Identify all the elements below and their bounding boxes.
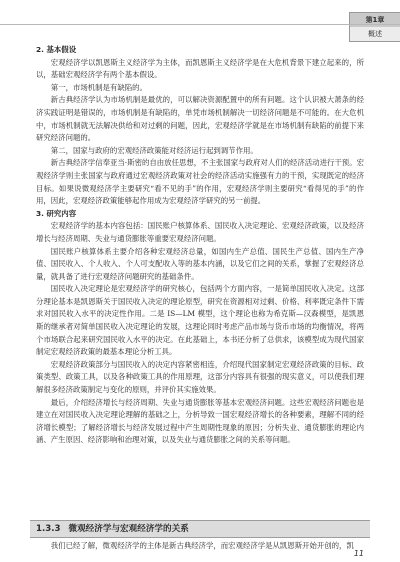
page-number: 11 <box>353 549 364 558</box>
section-number: 1.3.3 <box>36 524 61 534</box>
paragraph: 宏观经济政策部分与国民收入的决定内容紧密相连，介绍现代国家制定宏观经济政策的目标、政策类型、政策工具，以及各种政策工具的作用原理，这部分内容具有很强的现实意义，可以使我们理解很多经济政策制定与变化的原则，并评价其实施效果。 <box>36 359 364 395</box>
section-title-content: 3. 研究内容 <box>36 208 77 218</box>
section-heading-bar <box>30 520 370 538</box>
chapter-tab <box>349 12 400 42</box>
paragraph: 最后，介绍经济增长与经济周期、失业与通货膨胀等基本宏观经济问题。这些宏观经济问题也是建立在对国民收入决定理论理解的基础之上，分析导致一国宏观经济增长的各种要素，理解不同的经济增长模型；了解经济增长与经济发展过程中产生周期性现象的原因；分析失业、通货膨胀的理论内涵、产生原因、经济影响和治理对策，以及失业与通货膨胀之间的关系等问题。 <box>36 397 364 445</box>
paragraph: 第一，市场机制是有缺陷的。 <box>50 82 147 92</box>
section-heading: 微观经济学与宏观经济学的关系 <box>68 524 189 534</box>
closing-paragraph: 我们已经了解，微观经济学的主体是新古典经济学，而宏观经济学是从凯恩斯开始开创的，凯 <box>50 541 354 550</box>
chapter-subtitle: 概述 <box>350 27 400 41</box>
chapter-label: 第1章 <box>350 13 400 27</box>
paragraph: 国民账户核算体系主要介绍各种宏观经济总量，如国内生产总值、国民生产总值、国内生产净值、国民收入、个人收入、个人可支配收入等的基本内涵，以及它们之间的关系，掌握了宏观经济总量，就具备了进行宏观经济问题研究的基础条件。 <box>36 246 364 281</box>
paragraph: 第二，国家与政府的宏观经济政策能对经济运行起到调节作用。 <box>50 145 258 155</box>
paragraph: 新古典经济学信奉亚当·斯密的自由放任思想，不主张国家与政府对人们的经济活动进行干预。宏观经济学则主张国家与政府通过宏观经济政策对社会的经济活动实施强有力的干预，实现既定的经济目标。如果说微观经济学主要研究“看不见的手”的作用，宏观经济学则主要研究“看得见的手”的作用，因此，宏观经济政策能够起作用成为宏观经济学研究的另一前提。 <box>36 158 364 206</box>
main-content <box>36 44 364 447</box>
header-rule <box>0 24 400 25</box>
paragraph: 国民收入决定理论是宏观经济学的研究核心，包括两个方面内容，一是简单国民收入决定。这部分理论基本是凯恩斯关于国民收入决定的理论原型，研究在资源相对过剩、价格、利率既定条件下需求对国民收入水平的决定性作用。二是 IS—LM 模型，这个理论也称为希克斯—汉森模型，是凯恩斯的继承者对简单国民收入决定理论的发展，这理论同时考虑产品市场与货币市场的均衡情况，将两个市场联合起来研究国民收入水平的决定。在此基础上，本书还分析了总供求，该模型成为现代国家制定宏观经济政策的最基本理论分析工具。 <box>36 284 364 357</box>
section-title-assumptions: 2. 基本假设 <box>36 45 77 54</box>
paragraph: 宏观经济学以凯恩斯主义经济学为主体，而凯恩斯主义经济学是在大危机背景下建立起来的，所以，基础宏观经济学有两个基本假设。 <box>36 57 364 80</box>
paragraph: 新古典经济学认为市场机制是最优的，可以解决资源配置中的所有问题。这个认识被大萧条的经济实践证明是错误的，市场机制是有缺陷的，单凭市场机制解决一切经济问题是不可能的。在大危机中，市场机制就无法解决供给和对过剩的问题，因此，宏观经济学就是在市场机制有缺陷的前提下来研究经济问题的。 <box>36 95 364 143</box>
paragraph: 宏观经济学的基本内容包括：国民账户核算体系、国民收入决定理论、宏观经济政策，以及经济增长与经济周期、失业与通货膨胀等重要宏观经济问题。 <box>36 221 364 243</box>
